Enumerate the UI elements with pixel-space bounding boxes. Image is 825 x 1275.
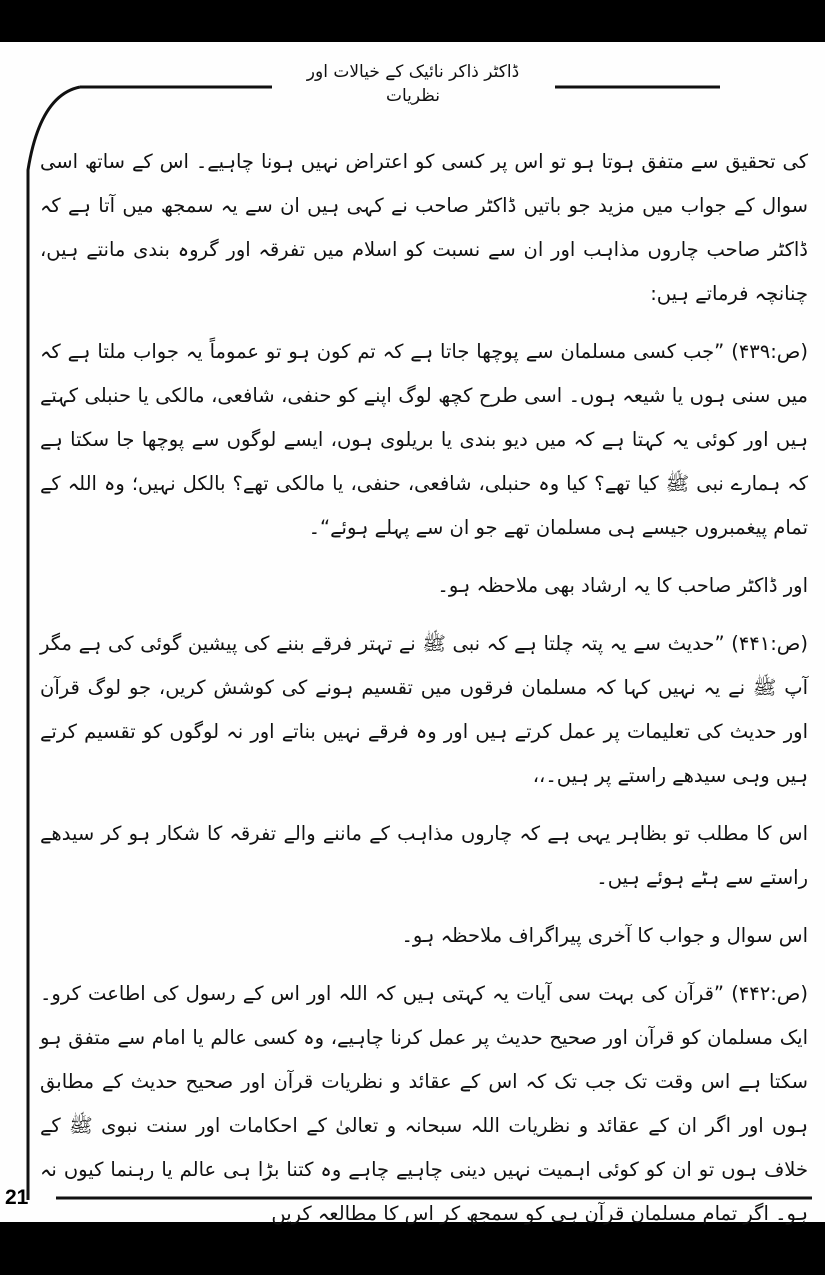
paragraph: اس کا مطلب تو بظاہر یہی ہے کہ چاروں مذاہب کے ماننے والے تفرقہ کا شکار ہو کر سیدھے راستے سے ہٹے ہوئے ہیں۔ [40, 822, 808, 889]
paragraph: اور ڈاکٹر صاحب کا یہ ارشاد بھی ملاحظہ ہو۔ [437, 574, 808, 597]
paragraph: (ص:۴۴۱) ”حدیث سے یہ پتہ چلتا ہے کہ نبی ﷺ نے تہتر فرقے بننے کی پیشین گوئی کی ہے مگر آپ ﷺ نے یہ نہیں کہا کہ مسلمان فرقوں میں تقسیم ہونے کی کوشش کریں، جو لوگ قرآن اور حدیث کی تعلیمات پر عمل کرتے ہیں اور وہ فرقے نہیں بناتے اور نہ لوگوں کو تقسیم کرتے ہیں وہی سیدھے راستے پر ہیں۔،، [40, 632, 808, 787]
running-header: ڈاکٹر ذاکر نائیک کے خیالات اور نظریات [278, 60, 548, 108]
paragraph: (ص:۴۳۹) ”جب کسی مسلمان سے پوچھا جاتا ہے کہ تم کون ہو تو عموماً یہ جواب ملتا ہے کہ میں سنی ہوں یا شیعہ ہوں۔ اسی طرح کچھ لوگ اپنے کو حنفی، شافعی، مالکی یا حنبلی کہتے ہیں اور کوئی یہ کہتا ہے کہ میں دیو بندی یا بریلوی ہوں، ایسے لوگوں سے پوچھا جا سکتا ہے کہ ہمارے نبی ﷺ کیا تھے؟ کیا وہ حنبلی، شافعی، حنفی، یا مالکی تھے؟ بالکل نہیں؛ وہ اللہ کے تمام پیغمبروں جیسے ہی مسلمان تھے جو ان سے پہلے ہوئے“۔ [40, 340, 808, 539]
page-number: 21 [5, 1186, 29, 1209]
paragraph: کی تحقیق سے متفق ہوتا ہو تو اس پر کسی کو اعتراض نہیں ہونا چاہیے۔ اس کے ساتھ اسی سوال کے جواب میں مزید جو باتیں ڈاکٹر صاحب نے کہی ہیں ان سے یہ سمجھ میں آتا ہے کہ ڈاکٹر صاحب چاروں مذاہب اور ان سے نسبت کو اسلام میں تفرقہ اور گروہ بندی مانتے ہیں، چنانچہ فرماتے ہیں: [40, 150, 808, 305]
paragraph: (ص:۴۴۲) ”قرآن کی بہت سی آیات یہ کہتی ہیں کہ اللہ اور اس کے رسول کی اطاعت کرو۔ ایک مسلمان کو قرآن اور صحیح حدیث پر عمل کرنا چاہیے، وہ کسی عالم یا امام سے متفق ہو سکتا ہے اس وقت تک جب تک کہ اس کے عقائد و نظریات قرآن اور صحیح حدیث کے مطابق ہوں اور اگر ان کے عقائد و نظریات اللہ سبحانہ و تعالیٰ کے احکامات اور سنت نبوی ﷺ کے خلاف ہوں تو ان کو کوئی اہمیت نہیں دینی چاہیے چاہے وہ کتنا بڑا ہی عالم یا رہنما کیوں نہ ہو۔ اگر تمام مسلمان قرآن ہی کو سمجھ کر اس کا مطالعہ کریں [40, 982, 808, 1225]
body-text [40, 140, 808, 1250]
paragraph: اس سوال و جواب کا آخری پیراگراف ملاحظہ ہو۔ [401, 924, 808, 947]
